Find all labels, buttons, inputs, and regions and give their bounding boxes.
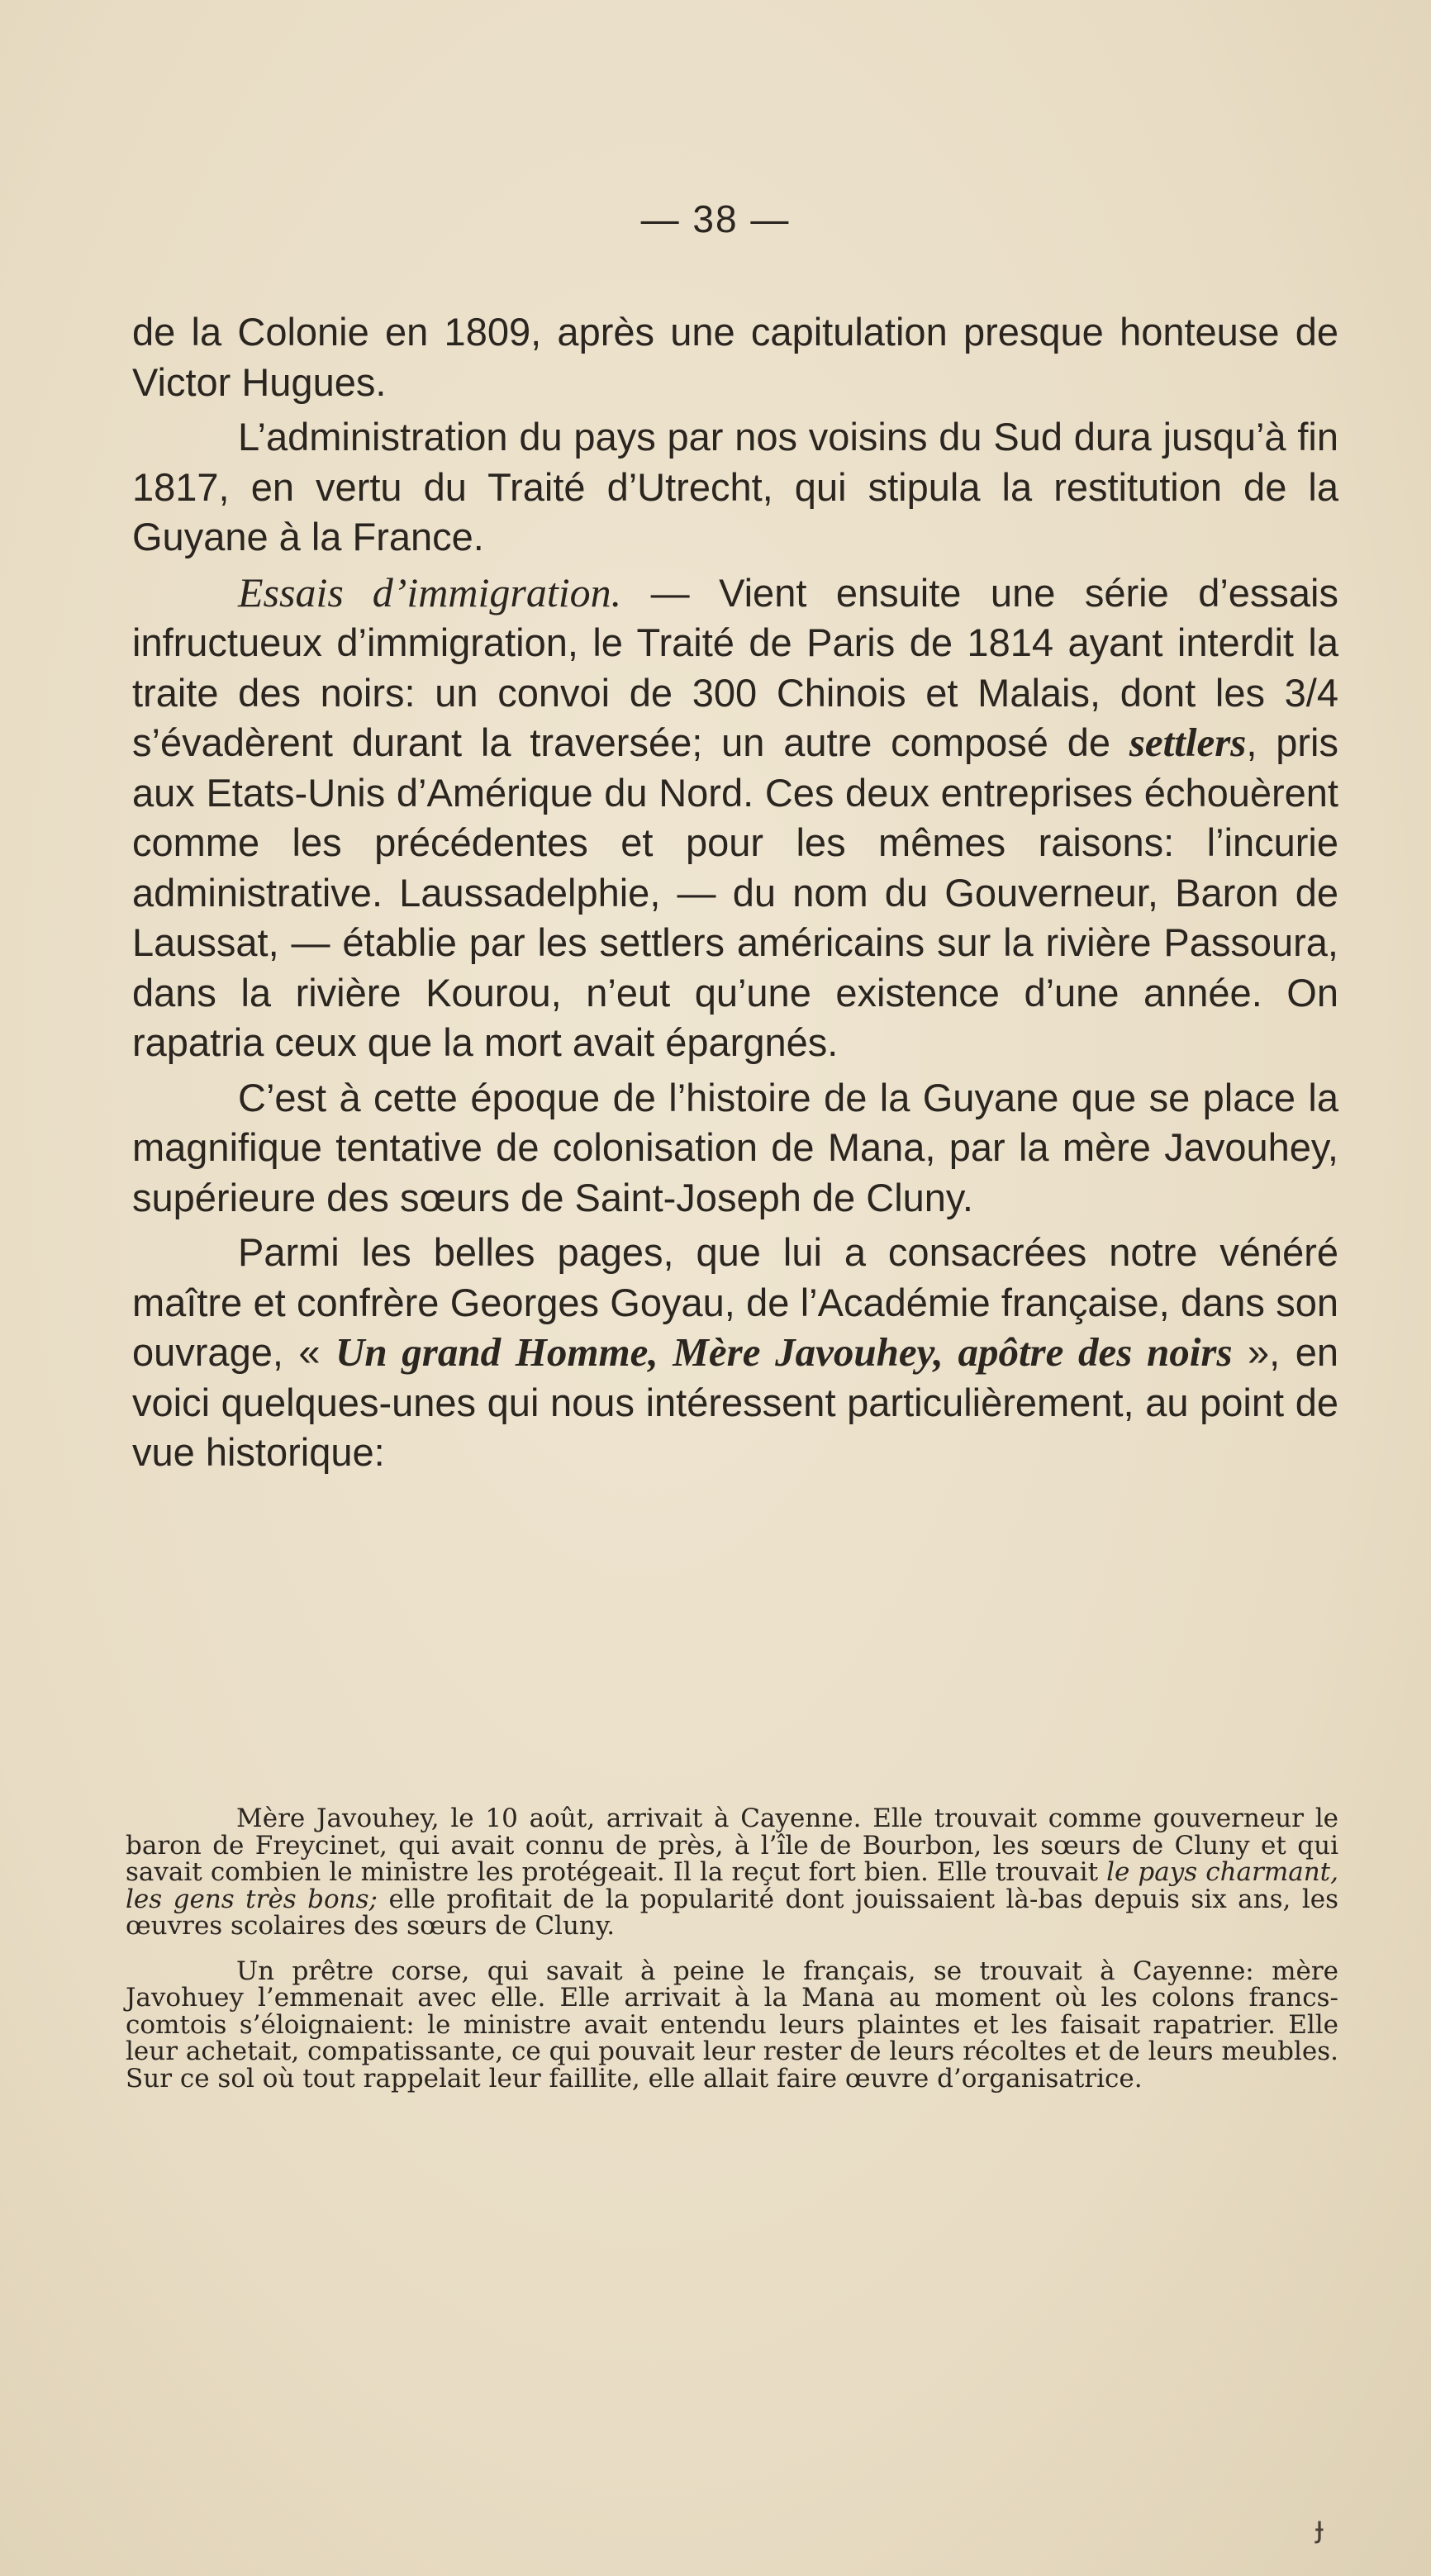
paragraph-5-text-b: », en voici quelques-unes qui nous intéressent particulièrement, au point de vue historique: — [132, 1330, 1338, 1474]
section-title: Essais d’immigration. — [238, 568, 622, 615]
paragraph-5-text-a: Parmi les belles pages, que lui a consacrées notre vénéré maître et confrère Georges Goyau, de l’Académie française, dans son ouvrage, « — [132, 1230, 1338, 1374]
quoted-excerpt — [126, 1805, 1338, 2110]
paragraph-5 — [132, 1228, 1338, 1478]
quote-paragraph-1 — [126, 1805, 1338, 1940]
paragraph-4: C’est à cette époque de l’histoire de la Guyane que se place la magnifique tentative de colonisation de Mana, par la mère Javouhey, supérieure des sœurs de Saint-Joseph de Cluny. — [132, 1075, 1338, 1219]
paragraph-1: de la Colonie en 1809, après une capitulation presque honteuse de Victor Hugues. — [132, 310, 1338, 404]
corner-mark: ɟ — [1315, 2511, 1324, 2545]
settlers-term: settlers — [1129, 720, 1247, 765]
page-number: — 38 — — [640, 197, 791, 240]
book-title: Un grand Homme, Mère Javouhey, apôtre des noirs — [335, 1329, 1233, 1375]
quote-1-italic: le pays charmant, les gens très bons; — [126, 1857, 1338, 1914]
quote-1-text-b: elle profitait de la popularité dont jouissaient là-bas depuis six ans, les œuvres scolaires des sœurs de Cluny. — [126, 1884, 1338, 1941]
quote-1-text-a: Mère Javouhey, le 10 août, arrivait à Cayenne. Elle trouvait comme gouverneur le baron de Freycinet, qui avait connu de près, à l’île de Bourbon, les sœurs de Cluny et qui savait combien le ministre les protégeait. Il la reçut fort bien. Elle trouvait — [126, 1804, 1338, 1887]
paragraph-3-text-b: , pris aux Etats-Unis d’Amérique du Nord. Ces deux entreprises échouèrent comme les précédentes et pour les mêmes raisons: l’incurie administrative. Laussadelphie, — du nom du Gouverneur, Baron de Laussat, — établie par les settlers américains sur la rivière Passoura, dans la rivière Kourou, n’eut qu’une existence d’une année. On rapatria ceux que la mort avait épargnés. — [132, 720, 1338, 1064]
paragraph-3 — [132, 568, 1338, 1068]
paragraph-3-text-a: — Vient ensuite une série d’essais infructueux d’immigration, le Traité de Paris de 1814 ayant interdit la traite des noirs: un convoi de 300 Chinois et Malais, dont les 3/4 s’évadèrent durant la traversée; un autre composé de — [132, 570, 1338, 764]
paragraph-2: L’administration du pays par nos voisins du Sud dura jusqu’à fin 1817, en vertu du Traité d’Utrecht, qui stipula la restitution de la Guyane à la France. — [132, 415, 1338, 558]
quote-paragraph-2: Un prêtre corse, qui savait à peine le français, se trouvait à Cayenne: mère Javohuey l’emmenait avec elle. Elle arrivait à la Mana au moment où les colons francs-comtois s’éloignaient: le ministre avait entendu leurs plaintes et les faisait rapatrier. Elle leur achetait, compatissante, ce qui pouvait leur rester de leurs récoltes et de leurs meubles. Sur ce sol où tout rappelait leur faillite, elle allait faire œuvre d’organisatrice. — [126, 1956, 1338, 2094]
main-text — [132, 307, 1338, 1483]
